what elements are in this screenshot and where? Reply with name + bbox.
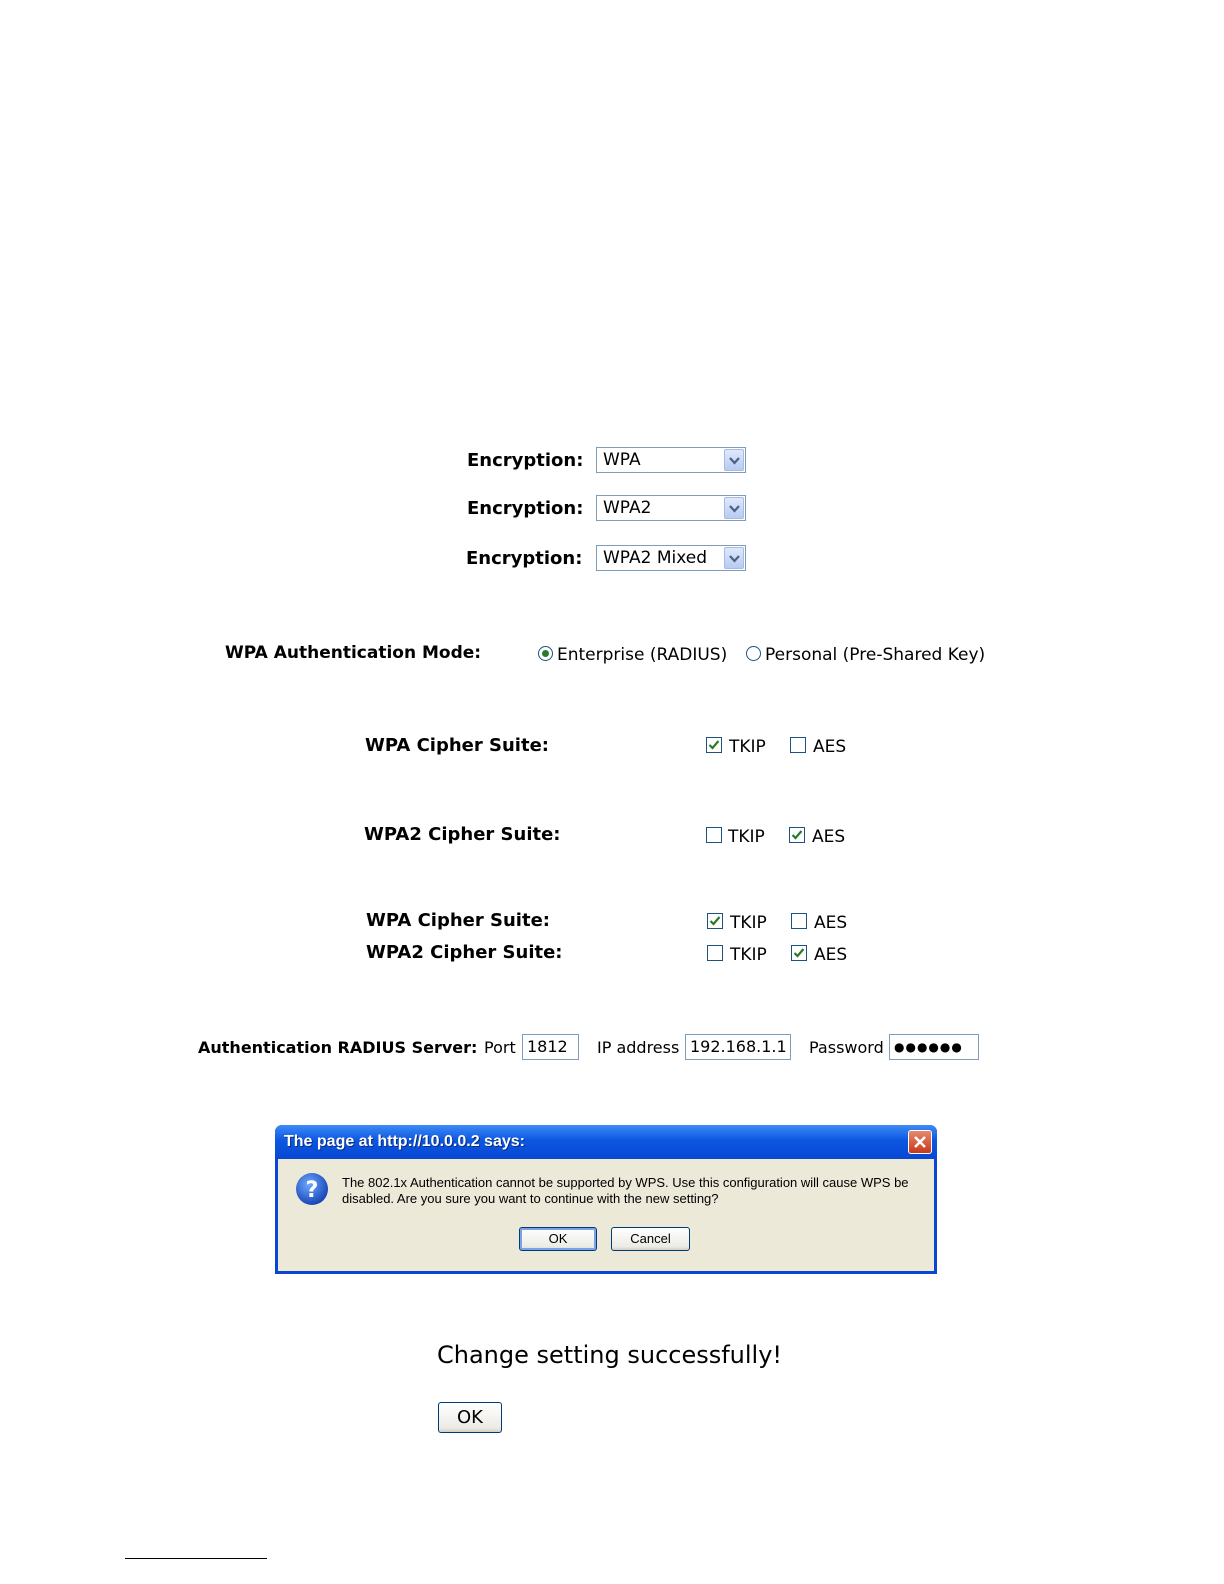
dialog-titlebar[interactable] — [275, 1125, 937, 1159]
close-icon[interactable] — [908, 1130, 932, 1154]
mixed-wpa-tkip-label: TKIP — [730, 913, 767, 933]
dialog-ok-button[interactable]: OK — [519, 1227, 597, 1251]
dialog-body — [278, 1159, 934, 1271]
wpa-aes-checkbox[interactable] — [790, 737, 806, 753]
encryption-select-wpa[interactable] — [596, 447, 746, 473]
mixed-wpa-tkip-checkbox[interactable] — [707, 913, 723, 929]
confirm-dialog — [275, 1125, 937, 1274]
radius-password-label: Password — [809, 1038, 884, 1057]
radio-enterprise-label: Enterprise (RADIUS) — [557, 645, 728, 665]
radio-personal-label: Personal (Pre-Shared Key) — [765, 645, 986, 665]
wpa2-aes-checkbox[interactable] — [789, 827, 805, 843]
mixed-wpa2-aes-label: AES — [814, 945, 848, 965]
success-message: Change setting successfully! — [437, 1341, 783, 1369]
mixed-wpa2-aes-checkbox[interactable] — [791, 945, 807, 961]
wpa-tkip-checkbox[interactable] — [706, 737, 722, 753]
svg-text:?: ? — [305, 1178, 319, 1203]
radius-ip-label: IP address — [597, 1038, 680, 1057]
dialog-title: The page at http://10.0.0.2 says: — [284, 1133, 525, 1150]
dialog-message: The 802.1x Authentication cannot be supported by WPS. Use this configuration will cause WPS be disabled. Are you sure you want to continue with the new setting? — [342, 1175, 909, 1206]
chevron-down-icon[interactable] — [724, 547, 744, 569]
chevron-down-icon[interactable] — [724, 449, 744, 471]
radius-label: Authentication RADIUS Server: — [198, 1038, 478, 1057]
result-ok-button[interactable]: OK — [438, 1402, 502, 1433]
encryption-select-value: WPA — [603, 450, 641, 470]
encryption-select-value: WPA2 Mixed — [603, 548, 708, 568]
wpa-aes-label: AES — [813, 737, 847, 757]
wpa-tkip-label: TKIP — [729, 737, 766, 757]
mixed-wpa-cipher-label: WPA Cipher Suite: — [366, 910, 550, 931]
encryption-label-2: Encryption: — [467, 498, 584, 519]
wpa-cipher-label: WPA Cipher Suite: — [365, 735, 549, 756]
encryption-select-value: WPA2 — [603, 498, 652, 518]
dialog-cancel-button[interactable]: Cancel — [611, 1227, 690, 1251]
radio-enterprise[interactable] — [538, 646, 553, 661]
mixed-wpa2-tkip-label: TKIP — [730, 945, 767, 965]
wpa2-tkip-checkbox[interactable] — [706, 827, 722, 843]
wpa2-tkip-label: TKIP — [728, 827, 765, 847]
encryption-select-wpa2-mixed[interactable] — [596, 545, 746, 571]
chevron-down-icon[interactable] — [724, 497, 744, 519]
auth-mode-label: WPA Authentication Mode: — [225, 643, 482, 663]
mixed-wpa-aes-label: AES — [814, 913, 848, 933]
mixed-wpa-aes-checkbox[interactable] — [791, 913, 807, 929]
encryption-label-3: Encryption: — [466, 548, 583, 569]
wpa2-aes-label: AES — [812, 827, 846, 847]
mixed-wpa2-tkip-checkbox[interactable] — [707, 945, 723, 961]
question-icon — [295, 1172, 329, 1206]
mixed-wpa2-cipher-label: WPA2 Cipher Suite: — [366, 942, 563, 963]
radius-port-label: Port — [484, 1038, 516, 1057]
footnote-divider — [125, 1558, 267, 1559]
radio-personal[interactable] — [746, 646, 761, 661]
radius-port-input[interactable]: 1812 — [522, 1034, 579, 1060]
encryption-select-wpa2[interactable] — [596, 495, 746, 521]
encryption-label-1: Encryption: — [467, 450, 584, 471]
radius-password-input[interactable]: ●●●●●● — [889, 1034, 979, 1060]
radius-ip-input[interactable]: 192.168.1.1 — [685, 1034, 791, 1060]
wpa2-cipher-label: WPA2 Cipher Suite: — [364, 824, 561, 845]
